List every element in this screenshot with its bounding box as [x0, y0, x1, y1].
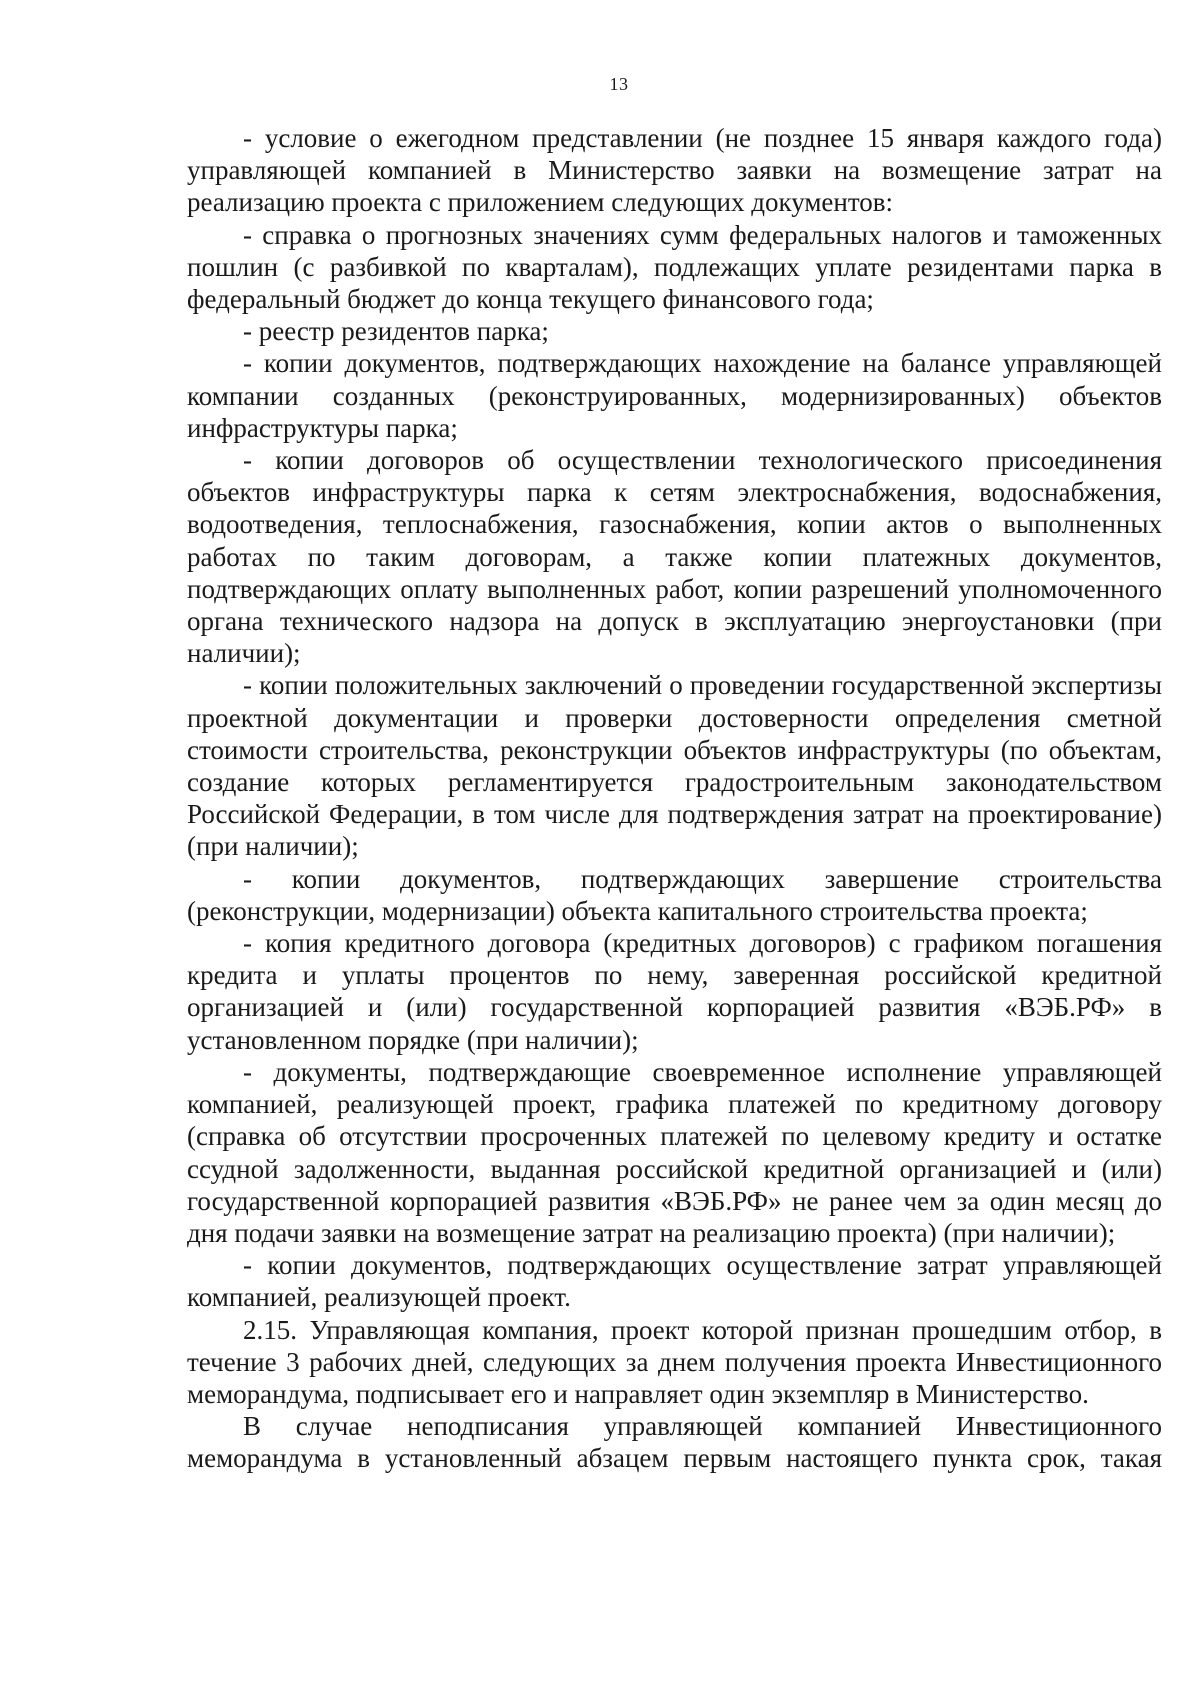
paragraph-expense-documents: - копии документов, подтверждающих осуществление затрат управляющей компанией, реализующей проект.	[187, 1250, 1162, 1313]
paragraph-expertise-conclusions: - копии положительных заключений о проведении государственной экспертизы проектной документации и проверки достоверности определения сметной стоимости строительства, реконструкции объектов инфраструктуры (по объектам, создание которых регламентируется градостроительным законодательством Российской Федерации, в том числе для подтверждения затрат на проектирование) (при наличии);	[187, 670, 1162, 862]
paragraph-construction-completion: - копии документов, подтверждающих завершение строительства (реконструкции, модернизации) объекта капитального строительства проекта;	[187, 863, 1162, 926]
paragraph-payment-schedule-documents: - документы, подтверждающие своевременное исполнение управляющей компанией, реализующей проект, графика платежей по кредитному договору (справка об отсутствии просроченных платежей по целевому кредиту и остатке ссудной задолженности, выданная российской кредитной организацией и (или) государственной корпорацией развития «ВЭБ.РФ» не ранее чем за один месяц до дня подачи заявки на возмещение затрат на реализацию проекта) (при наличии);	[187, 1056, 1162, 1248]
paragraph-section-2-15: 2.15. Управляющая компания, проект которой признан прошедшим отбор, в течение 3 рабочих дней, следующих за днем получения проекта Инвестиционного меморандума, подписывает его и направляет один экземпляр в Министерство.	[187, 1314, 1162, 1409]
paragraph-balance-documents: - копии документов, подтверждающих нахождение на балансе управляющей компании созданных (реконструированных, модернизированных) объектов инфраструктуры парка;	[187, 348, 1162, 443]
paragraph-connection-contracts: - копии договоров об осуществлении технологического присоединения объектов инфраструктуры парка к сетям электроснабжения, водоснабжения, водоотведения, теплоснабжения, газоснабжения, копии актов о выполненных работах по таким договорам, а также копии платежных документов, подтверждающих оплату выполненных работ, копии разрешений уполномоченного органа технического надзора на допуск в эксплуатацию энергоустановки (при наличии);	[187, 445, 1162, 669]
paragraph-non-signing-case: В случае неподписания управляющей компанией Инвестиционного меморандума в установленный абзацем первым настоящего пункта срок, такая	[187, 1411, 1162, 1474]
paragraph-residents-register: - реестр резидентов парка;	[243, 316, 549, 347]
page-number: 13	[609, 74, 629, 94]
paragraph-annual-application-condition: - условие о ежегодном представлении (не позднее 15 января каждого года) управляющей компанией в Министерство заявки на возмещение затрат на реализацию проекта с приложением следующих документов:	[187, 123, 1162, 218]
paragraph-credit-agreement: - копия кредитного договора (кредитных договоров) с графиком погашения кредита и уплаты процентов по нему, заверенная российской кредитной организацией и (или) государственной корпорацией развития «ВЭБ.РФ» в установленном порядке (при наличии);	[187, 928, 1162, 1055]
paragraph-tax-forecast-certificate: - справка о прогнозных значениях сумм федеральных налогов и таможенных пошлин (с разбивкой по кварталам), подлежащих уплате резидентами парка в федеральный бюджет до конца текущего финансового года;	[187, 219, 1162, 315]
document-body	[187, 122, 1162, 1475]
